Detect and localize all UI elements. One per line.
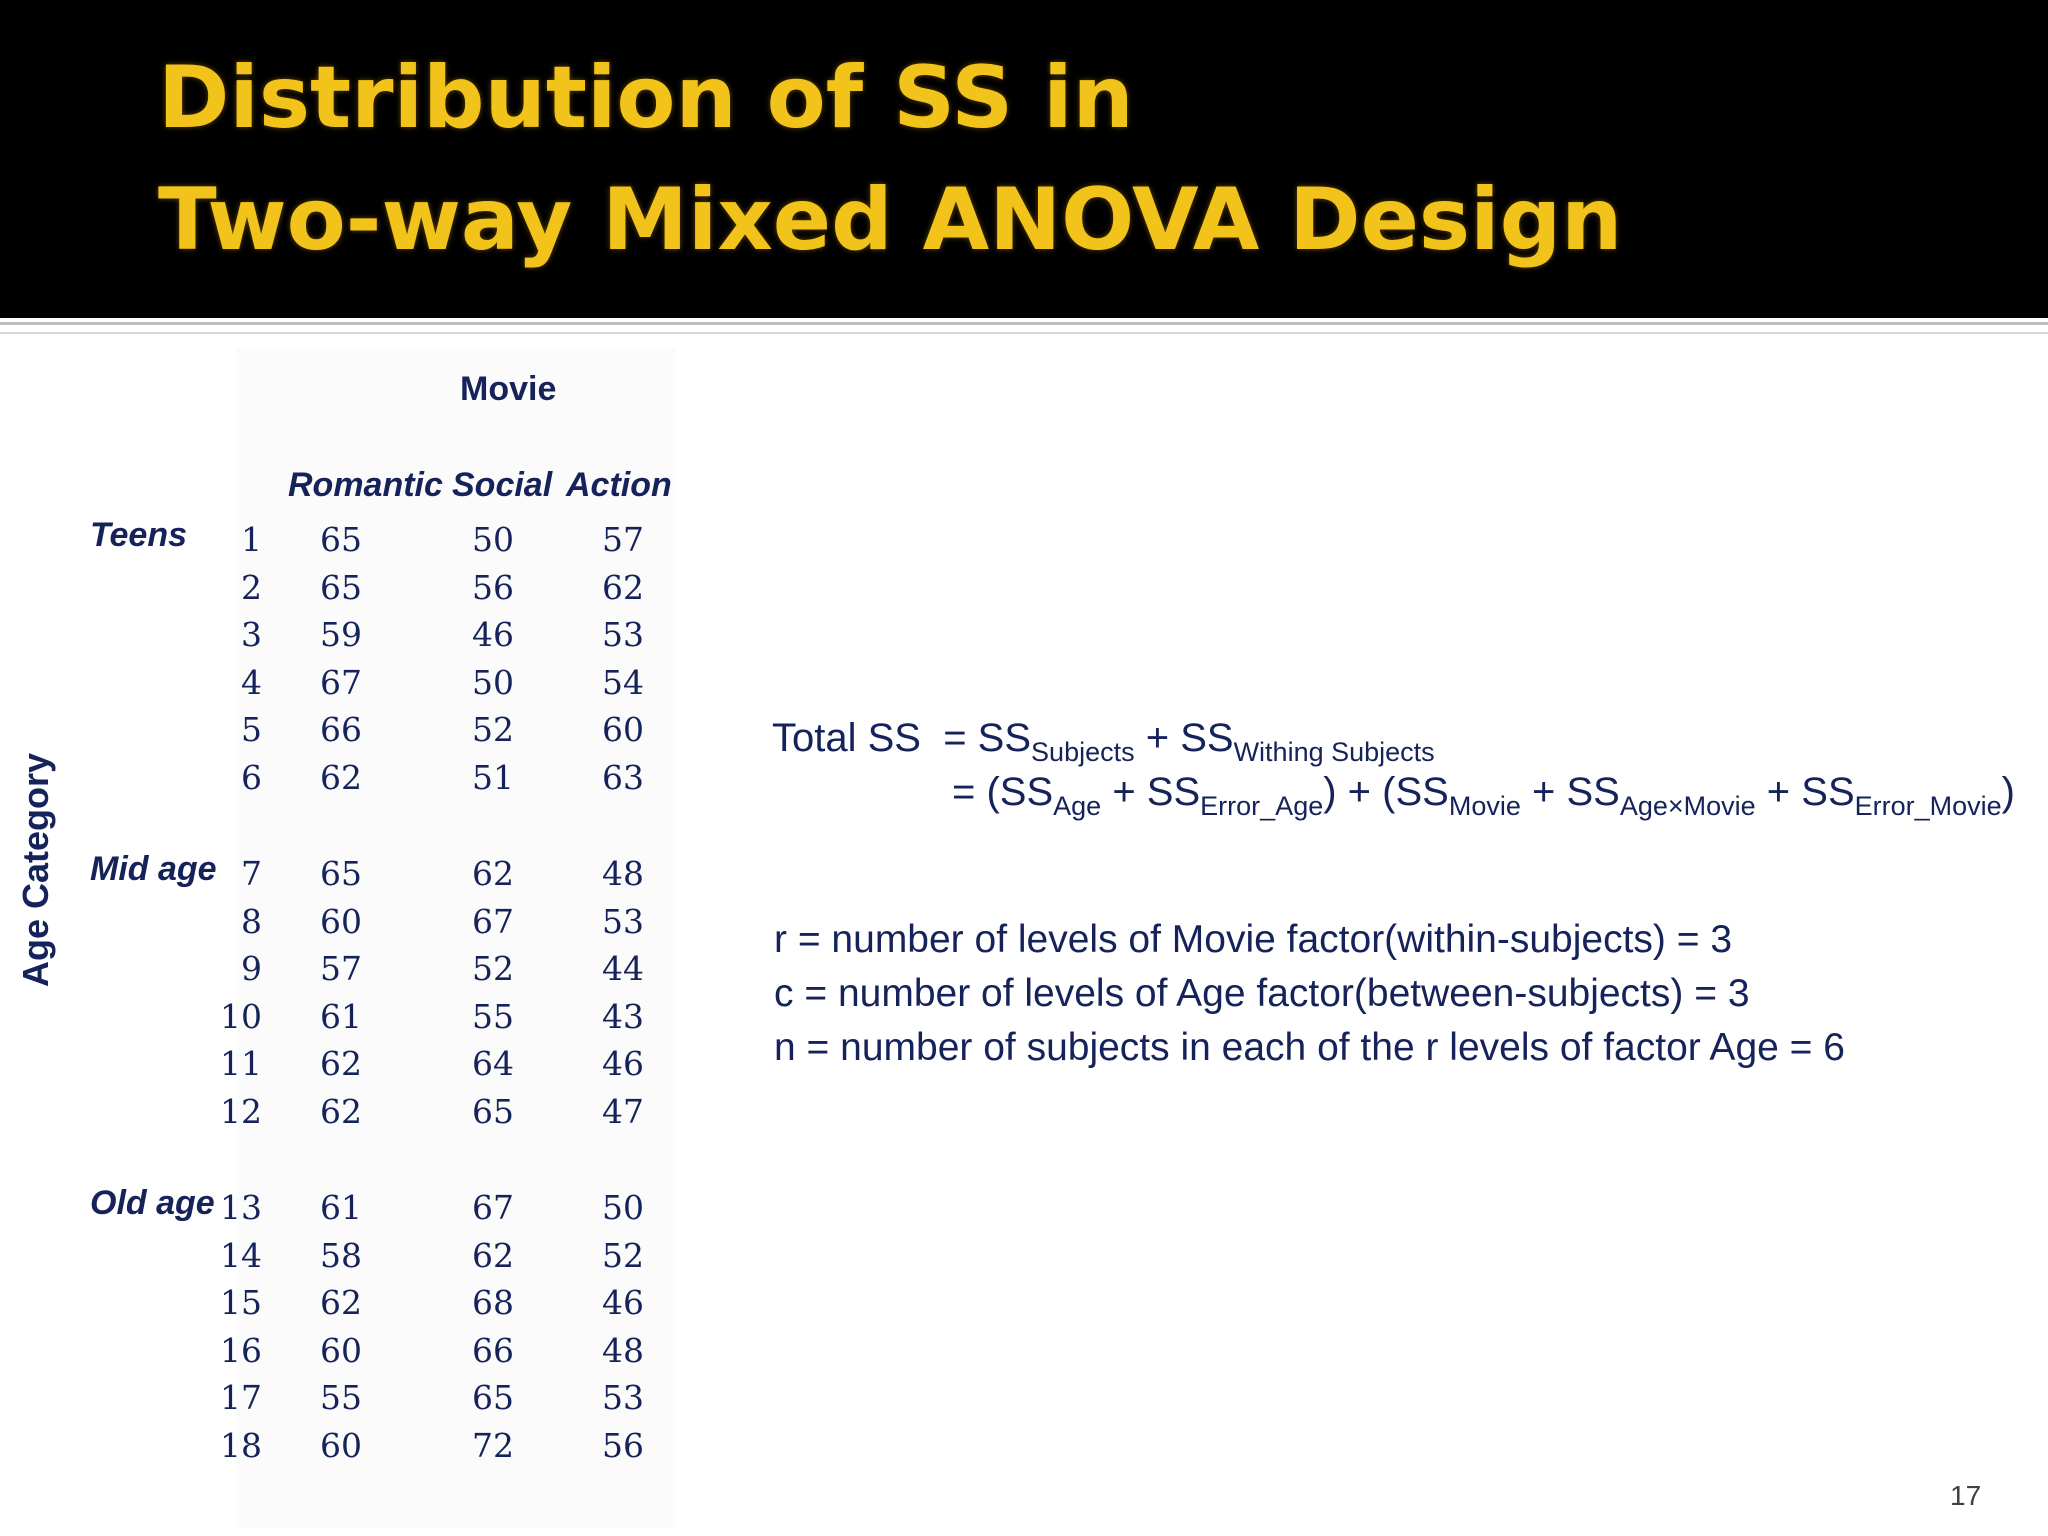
subject-id: 18	[220, 1425, 262, 1465]
equation-term: + SS	[1112, 770, 1201, 814]
equation-line-1	[772, 716, 1435, 768]
definition-r: r = number of levels of Movie factor(within-subjects) = 3	[774, 918, 1733, 961]
table-cell: 65	[320, 567, 362, 607]
subject-id: 17	[220, 1378, 262, 1417]
subject-id: 5	[241, 710, 262, 749]
table-cell: 62	[602, 567, 644, 607]
table-cell: 55	[320, 1378, 362, 1417]
divider	[0, 322, 2048, 325]
table-cell: 54	[602, 662, 644, 702]
subject-id: 3	[241, 615, 262, 654]
table-cell: 44	[602, 949, 644, 988]
table-cell: 65	[472, 1378, 514, 1417]
table-cell: 46	[602, 1044, 644, 1083]
table-cell: 60	[320, 1425, 362, 1465]
table-cell: 72	[472, 1425, 514, 1465]
subscript: Movie	[1448, 791, 1521, 821]
table-cell: 60	[320, 901, 362, 941]
subject-id: 2	[241, 567, 262, 607]
table-cell: 60	[602, 710, 644, 749]
group-label-teens: Teens	[90, 516, 188, 554]
title-bar	[0, 0, 2048, 318]
table-cell: 61	[320, 1188, 362, 1227]
table-cell: 66	[472, 1330, 514, 1370]
table-cell: 48	[602, 854, 644, 893]
equation-term: + SS	[1531, 770, 1620, 814]
subject-id: 15	[220, 1283, 262, 1322]
slide-title-line-2: Two-way Mixed ANOVA Design	[158, 170, 1623, 270]
equation-term: )	[2001, 770, 2015, 814]
subscript: Subjects	[1031, 737, 1135, 767]
table-cell: 62	[472, 1235, 514, 1275]
equation-term: = SS	[943, 716, 1032, 760]
equation-term: = (SS	[952, 770, 1054, 814]
equation-term: + SS	[1755, 770, 1855, 814]
table-cell: 65	[320, 520, 362, 559]
table-cell: 59	[320, 615, 362, 654]
table-cell: 60	[320, 1330, 362, 1370]
table-cell: 56	[602, 1425, 644, 1465]
table-cell: 51	[472, 757, 514, 797]
subject-id: 4	[241, 662, 262, 702]
table-cell: 62	[320, 757, 362, 797]
subscript: Error_Age	[1200, 791, 1324, 821]
subject-id: 10	[220, 996, 262, 1036]
subject-id: 8	[241, 901, 262, 941]
table-cell: 62	[320, 1283, 362, 1322]
table-cell: 65	[320, 854, 362, 893]
subscript: Error_Movie	[1854, 791, 2002, 821]
subject-id: 16	[220, 1330, 262, 1370]
table-cell: 62	[320, 1091, 362, 1131]
table-cell: 46	[602, 1283, 644, 1322]
subject-id: 13	[220, 1188, 262, 1227]
age-category-label: Age Category	[15, 752, 56, 988]
table-cell: 67	[320, 662, 362, 702]
subscript: Age	[1053, 791, 1102, 821]
table-cell: 52	[602, 1235, 644, 1275]
table-cell: 68	[472, 1283, 514, 1322]
subject-id: 12	[220, 1091, 262, 1131]
subject-id: 6	[241, 757, 262, 797]
table-cell: 57	[320, 949, 362, 988]
subscript: Age×Movie	[1619, 791, 1756, 821]
column-header-social: Social	[452, 466, 553, 504]
table-cell: 50	[472, 520, 514, 559]
table-cell: 50	[472, 662, 514, 702]
equation-term: ) + (SS	[1323, 770, 1449, 814]
table-cell: 67	[472, 1188, 514, 1227]
subject-id: 1	[241, 520, 262, 559]
column-header-romantic: Romantic	[288, 466, 443, 504]
subject-id: 11	[220, 1044, 262, 1083]
table-cell: 62	[320, 1044, 362, 1083]
equation-lhs: Total SS	[772, 716, 921, 760]
table-cell: 64	[472, 1044, 514, 1083]
table-cell: 61	[320, 996, 362, 1036]
table-cell: 53	[602, 901, 644, 941]
table-cell: 43	[602, 996, 644, 1036]
table-cell: 65	[472, 1091, 514, 1131]
definition-c: c = number of levels of Age factor(between-subjects) = 3	[774, 972, 1750, 1015]
subscript: Withing Subjects	[1233, 737, 1435, 767]
table-cell: 52	[472, 710, 514, 749]
slide-title-line-1: Distribution of SS in	[158, 48, 1134, 148]
table-cell: 67	[472, 901, 514, 941]
table-cell: 66	[320, 710, 362, 749]
table-cell: 48	[602, 1330, 644, 1370]
table-cell: 50	[602, 1188, 644, 1227]
column-header-action: Action	[566, 466, 672, 504]
page-number: 17	[1950, 1480, 1982, 1511]
equation-term: + SS	[1145, 716, 1234, 760]
table-cell: 47	[602, 1091, 644, 1131]
movie-factor-label: Movie	[460, 370, 557, 408]
table-cell: 55	[472, 996, 514, 1036]
table-cell: 46	[472, 615, 514, 654]
table-cell: 52	[472, 949, 514, 988]
group-label-old-age: Old age	[90, 1184, 215, 1222]
table-cell: 53	[602, 615, 644, 654]
table-cell: 63	[602, 757, 644, 797]
group-label-mid-age: Mid age	[90, 850, 217, 888]
table-cell: 58	[320, 1235, 362, 1275]
divider	[0, 332, 2048, 334]
subject-id: 7	[241, 854, 262, 893]
table-cell: 53	[602, 1378, 644, 1417]
table-cell: 62	[472, 854, 514, 893]
equation-line-2	[952, 770, 2015, 822]
table-cell: 57	[602, 520, 644, 559]
table-cell: 56	[472, 567, 514, 607]
subject-id: 9	[241, 949, 262, 988]
subject-id: 14	[220, 1235, 262, 1275]
definition-n: n = number of subjects in each of the r levels of factor Age = 6	[774, 1026, 1845, 1069]
